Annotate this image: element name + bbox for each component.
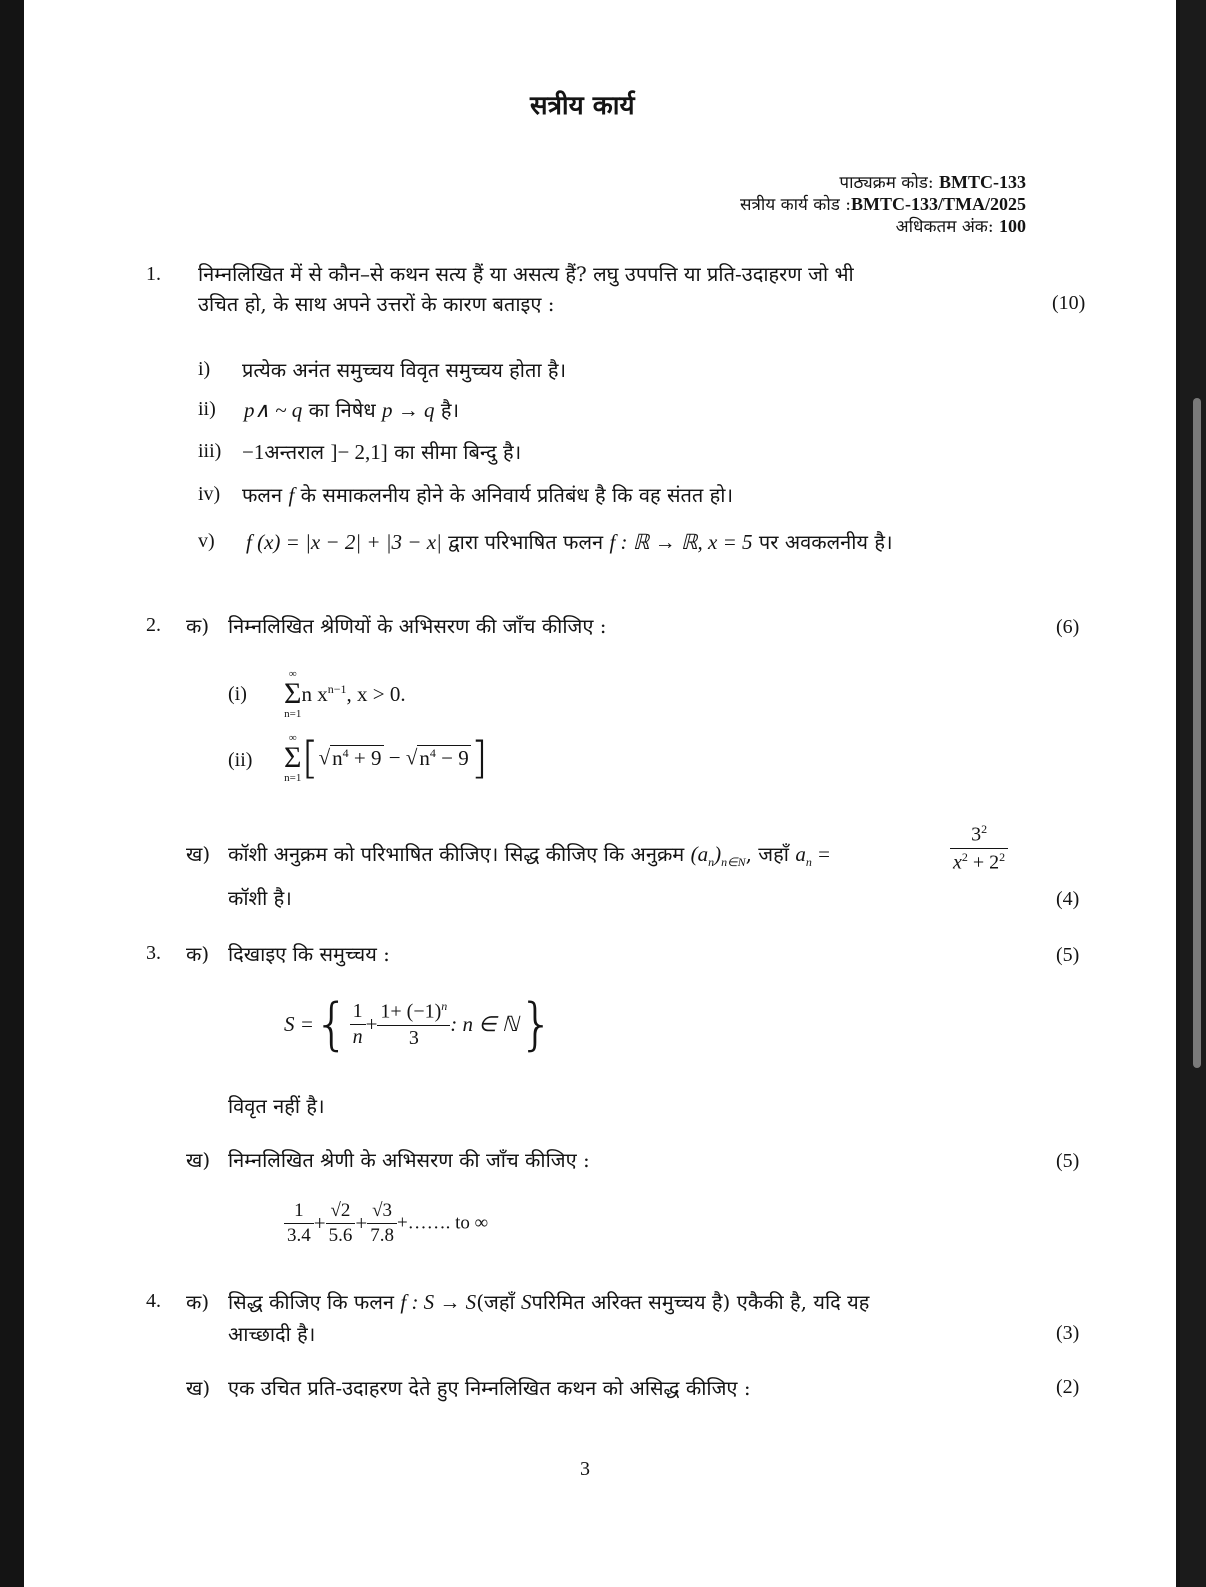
- course-code: पाठ्यक्रम कोड: BMTC-133: [839, 172, 1026, 193]
- question-text: कॉशी अनुक्रम को परिभाषित कीजिए। सिद्ध कीजिए कि अनुक्रम $(a_n)_{n\in N}$, जहाँ $a_n$ =: [228, 842, 831, 870]
- question-text: आच्छादी है।: [228, 1322, 316, 1346]
- marks: (3): [1056, 1322, 1080, 1344]
- set-expression: S ={ $\frac{1}{n}$ + $\frac{1+ (-1)^n}{3}$ : n ∈ ℕ}: [284, 992, 555, 1057]
- item-text: −1अन्तराल ]− 2,1] का सीमा बिन्दु है।: [242, 440, 522, 464]
- series-label: (i): [228, 683, 247, 705]
- item-label: i): [198, 358, 211, 380]
- item-text: प्रत्येक अनंत समुच्चय विवृत समुच्चय होता है।: [242, 358, 567, 382]
- marks: (4): [1056, 888, 1080, 910]
- series-expression: ∞ Σ n=1 n $x^{n-1}$, x > 0.: [284, 668, 406, 720]
- question-text: निम्नलिखित श्रेणियों के अभिसरण की जाँच कीजिए :: [228, 614, 607, 638]
- item-label: v): [198, 530, 215, 552]
- question-text: निम्नलिखित में से कौन–से कथन सत्य हैं या असत्य हैं? लघु उपपत्ति या प्रति-उदाहरण जो भी: [198, 262, 854, 286]
- question-number: 3.: [146, 942, 161, 964]
- question-text: निम्नलिखित श्रेणी के अभिसरण की जाँच कीजिए :: [228, 1148, 590, 1172]
- subpart-label: क): [186, 1290, 210, 1314]
- subpart-label: ख): [186, 842, 211, 866]
- scrollbar-thumb[interactable]: [1193, 398, 1201, 1068]
- item-text: p∧ ~ q का निषेध p → q है।: [244, 398, 460, 422]
- question-text: उचित हो, के साथ अपने उत्तरों के कारण बताइए :: [198, 292, 555, 316]
- item-text: f (x) = |x − 2| + |3 − x| द्वारा परिभाषित फलन f : ℝ → ℝ, x = 5 पर अवकलनीय है।: [246, 530, 893, 554]
- series-label: (ii): [228, 749, 253, 771]
- subpart-label: ख): [186, 1376, 211, 1400]
- item-text: फलन f के समाकलनीय होने के अनिवार्य प्रतिबंध है कि वह संतत हो।: [242, 483, 734, 507]
- page-title: सत्रीय कार्य: [530, 91, 635, 121]
- question-text: सिद्ध कीजिए कि फलन f : S → S(जहाँ Sपरिमित अरिक्त समुच्चय है) एकैकी है, यदि यह: [228, 1290, 870, 1314]
- subpart-label: क): [186, 942, 210, 966]
- question-number: 4.: [146, 1290, 161, 1312]
- item-label: ii): [198, 398, 216, 420]
- question-number: 2.: [146, 614, 161, 636]
- marks: (2): [1056, 1376, 1080, 1398]
- page-number: 3: [580, 1458, 590, 1480]
- marks: (10): [1052, 292, 1086, 314]
- question-text: एक उचित प्रति-उदाहरण देते हुए निम्नलिखित कथन को असिद्ध कीजिए :: [228, 1376, 751, 1400]
- subpart-label: क): [186, 614, 210, 638]
- assignment-code: सत्रीय कार्य कोड :BMTC-133/TMA/2025: [740, 194, 1026, 215]
- fraction: $\frac{3^2}{x^2 + 2^2}$: [950, 822, 1008, 874]
- marks: (5): [1056, 944, 1080, 966]
- series-expression: $\frac{1}{3.4}$ + $\frac{√2}{5.6}$ + $\frac{√3}{7.8}$ +……. to ∞: [284, 1200, 488, 1247]
- marks: (5): [1056, 1150, 1080, 1172]
- max-marks: अधिकतम अंक: 100: [895, 216, 1026, 237]
- series-expression: ∞ Σ n=1 $[√n^4 + 9 - √n^4 - 9]$: [284, 732, 488, 784]
- subpart-label: ख): [186, 1148, 211, 1172]
- question-text: विवृत नहीं है।: [228, 1094, 325, 1118]
- question-number: 1.: [146, 263, 161, 285]
- document-page: [24, 0, 1176, 1587]
- marks: (6): [1056, 616, 1080, 638]
- sigma-symbol: ∞ Σ n=1: [284, 668, 302, 720]
- question-text: दिखाइए कि समुच्चय :: [228, 942, 390, 966]
- item-label: iii): [198, 440, 222, 462]
- question-text: कॉशी है।: [228, 886, 292, 910]
- item-label: iv): [198, 483, 221, 505]
- sigma-symbol: ∞ Σ n=1: [284, 732, 302, 784]
